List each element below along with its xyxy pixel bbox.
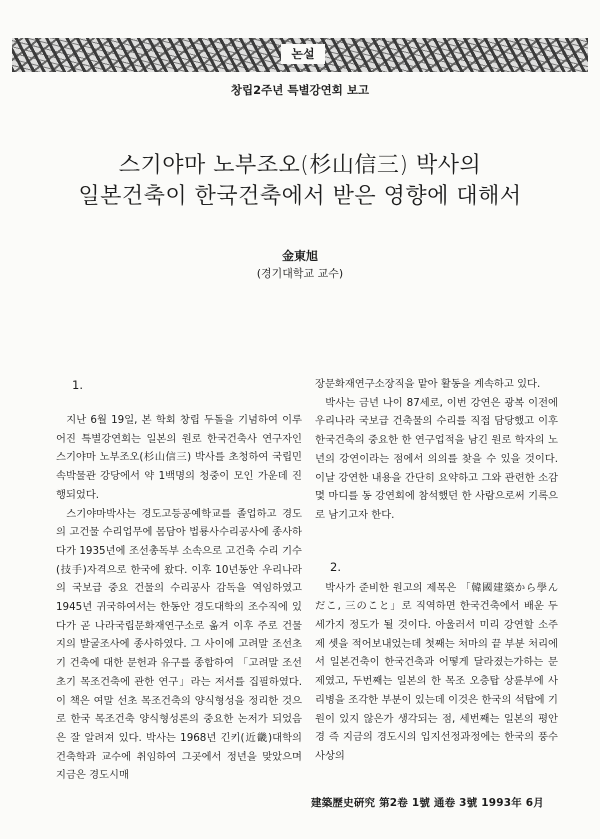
section-tag: 논설 (281, 44, 325, 64)
article-title-line-1: 스기야마 노부조오(杉山信三) 박사의 (118, 153, 482, 178)
section-number-1: 1. (72, 378, 83, 392)
author-affiliation: (경기대학교 교수) (256, 267, 344, 280)
paragraph: 지난 6월 19일, 본 학회 창립 두돌을 기념하여 이루어진 특별강연회는 일본의 원로 한국건축사 연구자인 스기야마 노부조오(杉山信三) 박사를 초청하여 국립민속박물관 강당에서 약 1백명의 청중이 모인 가운데 진행되었다. (56, 414, 302, 501)
paragraph: 스기야마박사는 경도고등공예학교를 졸업하고 경도의 고건물 수리업무에 몸담아 법룡사수리공사에 종사하다가 1935년에 조선총독부 소속으로 고건축 수리 기수(技手)자격으로 한국에 왔다. 이후 10년동안 우리나라의 국보급 중요 건물의 수리공사 감독을 역임하였고 1945년 귀국하여서는 한동안 경도대학의 조수직에 있다가 곧 나라국립문화재연구소로 옮겨 이후 주로 건물지의 발굴조사에 종사하였다. 그 사이에 고려말 조선초기 건축에 대한 문헌과 유구를 종합하여 「고려말 조선초기 목조건축에 관한 연구」라는 저서를 집필하였다. 이 책은 여말 선초 목조건축의 양식형성을 정리한 것으로 한국 목조건축 양식형성론의 중요한 논저가 되었음은 잘 알려져 있다. 박사는 1968년 긴키(近畿)대학의 건축학과 교수에 취임하여 그곳에서 정년을 맞았으며 지금은 경도시매 (56, 507, 302, 782)
left-column (56, 411, 302, 785)
section-number-2: 2. (330, 560, 341, 574)
right-column (315, 375, 558, 766)
journal-footer: 建築歷史硏究 第2卷 1號 通卷 3號 1993年 6月 (311, 797, 544, 809)
author-name: 金東旭 (281, 249, 318, 263)
paragraph: 박사는 금년 나이 87세로, 이번 강연은 광복 이전에 우리나라 국보급 건축물의 수리를 직접 담당했고 이후 한국건축의 중요한 한 연구업적을 남긴 원로 학자의 노년의 강연이라는 점에서 의의를 찾을 수 있을 것이다. 이날 강연한 내용을 간단히 요약하고 그와 관련한 소감 몇 마디를 동 강연회에 참석했던 한 사람으로써 기록으로 남기고자 한다. (315, 396, 558, 521)
paragraph-continuation: 장문화재연구소장직을 맡아 활동을 계속하고 있다. (315, 378, 541, 390)
article-title-line-2: 일본건축이 한국건축에서 받은 영향에 대해서 (78, 184, 522, 209)
paragraph: 박사가 준비한 원고의 제목은 「韓國建築から學んだこ, 三のこと」로 직역하면 한국건축에서 배운 두 세가지 정도가 될 것이다. 아울러서 미리 강연할 소주제 셋을 적어보내었는데 첫째는 처마의 끝 부분 처리에서 일본건축이 한국건축과 어떻게 달라졌는가하는 문제였고, 두번째는 일본의 한 목조 오층탑 상륜부에 사리병을 조각한 부분이 있는데 이것은 한국의 석탑에 기원이 있지 않은가 생각되는 점, 세번째는 일본의 평안경 즉 지금의 경도시의 입지선정과정에는 한국의 풍수사상의 (315, 581, 558, 762)
event-subtitle: 창립2주년 특별강연회 보고 (230, 83, 370, 97)
